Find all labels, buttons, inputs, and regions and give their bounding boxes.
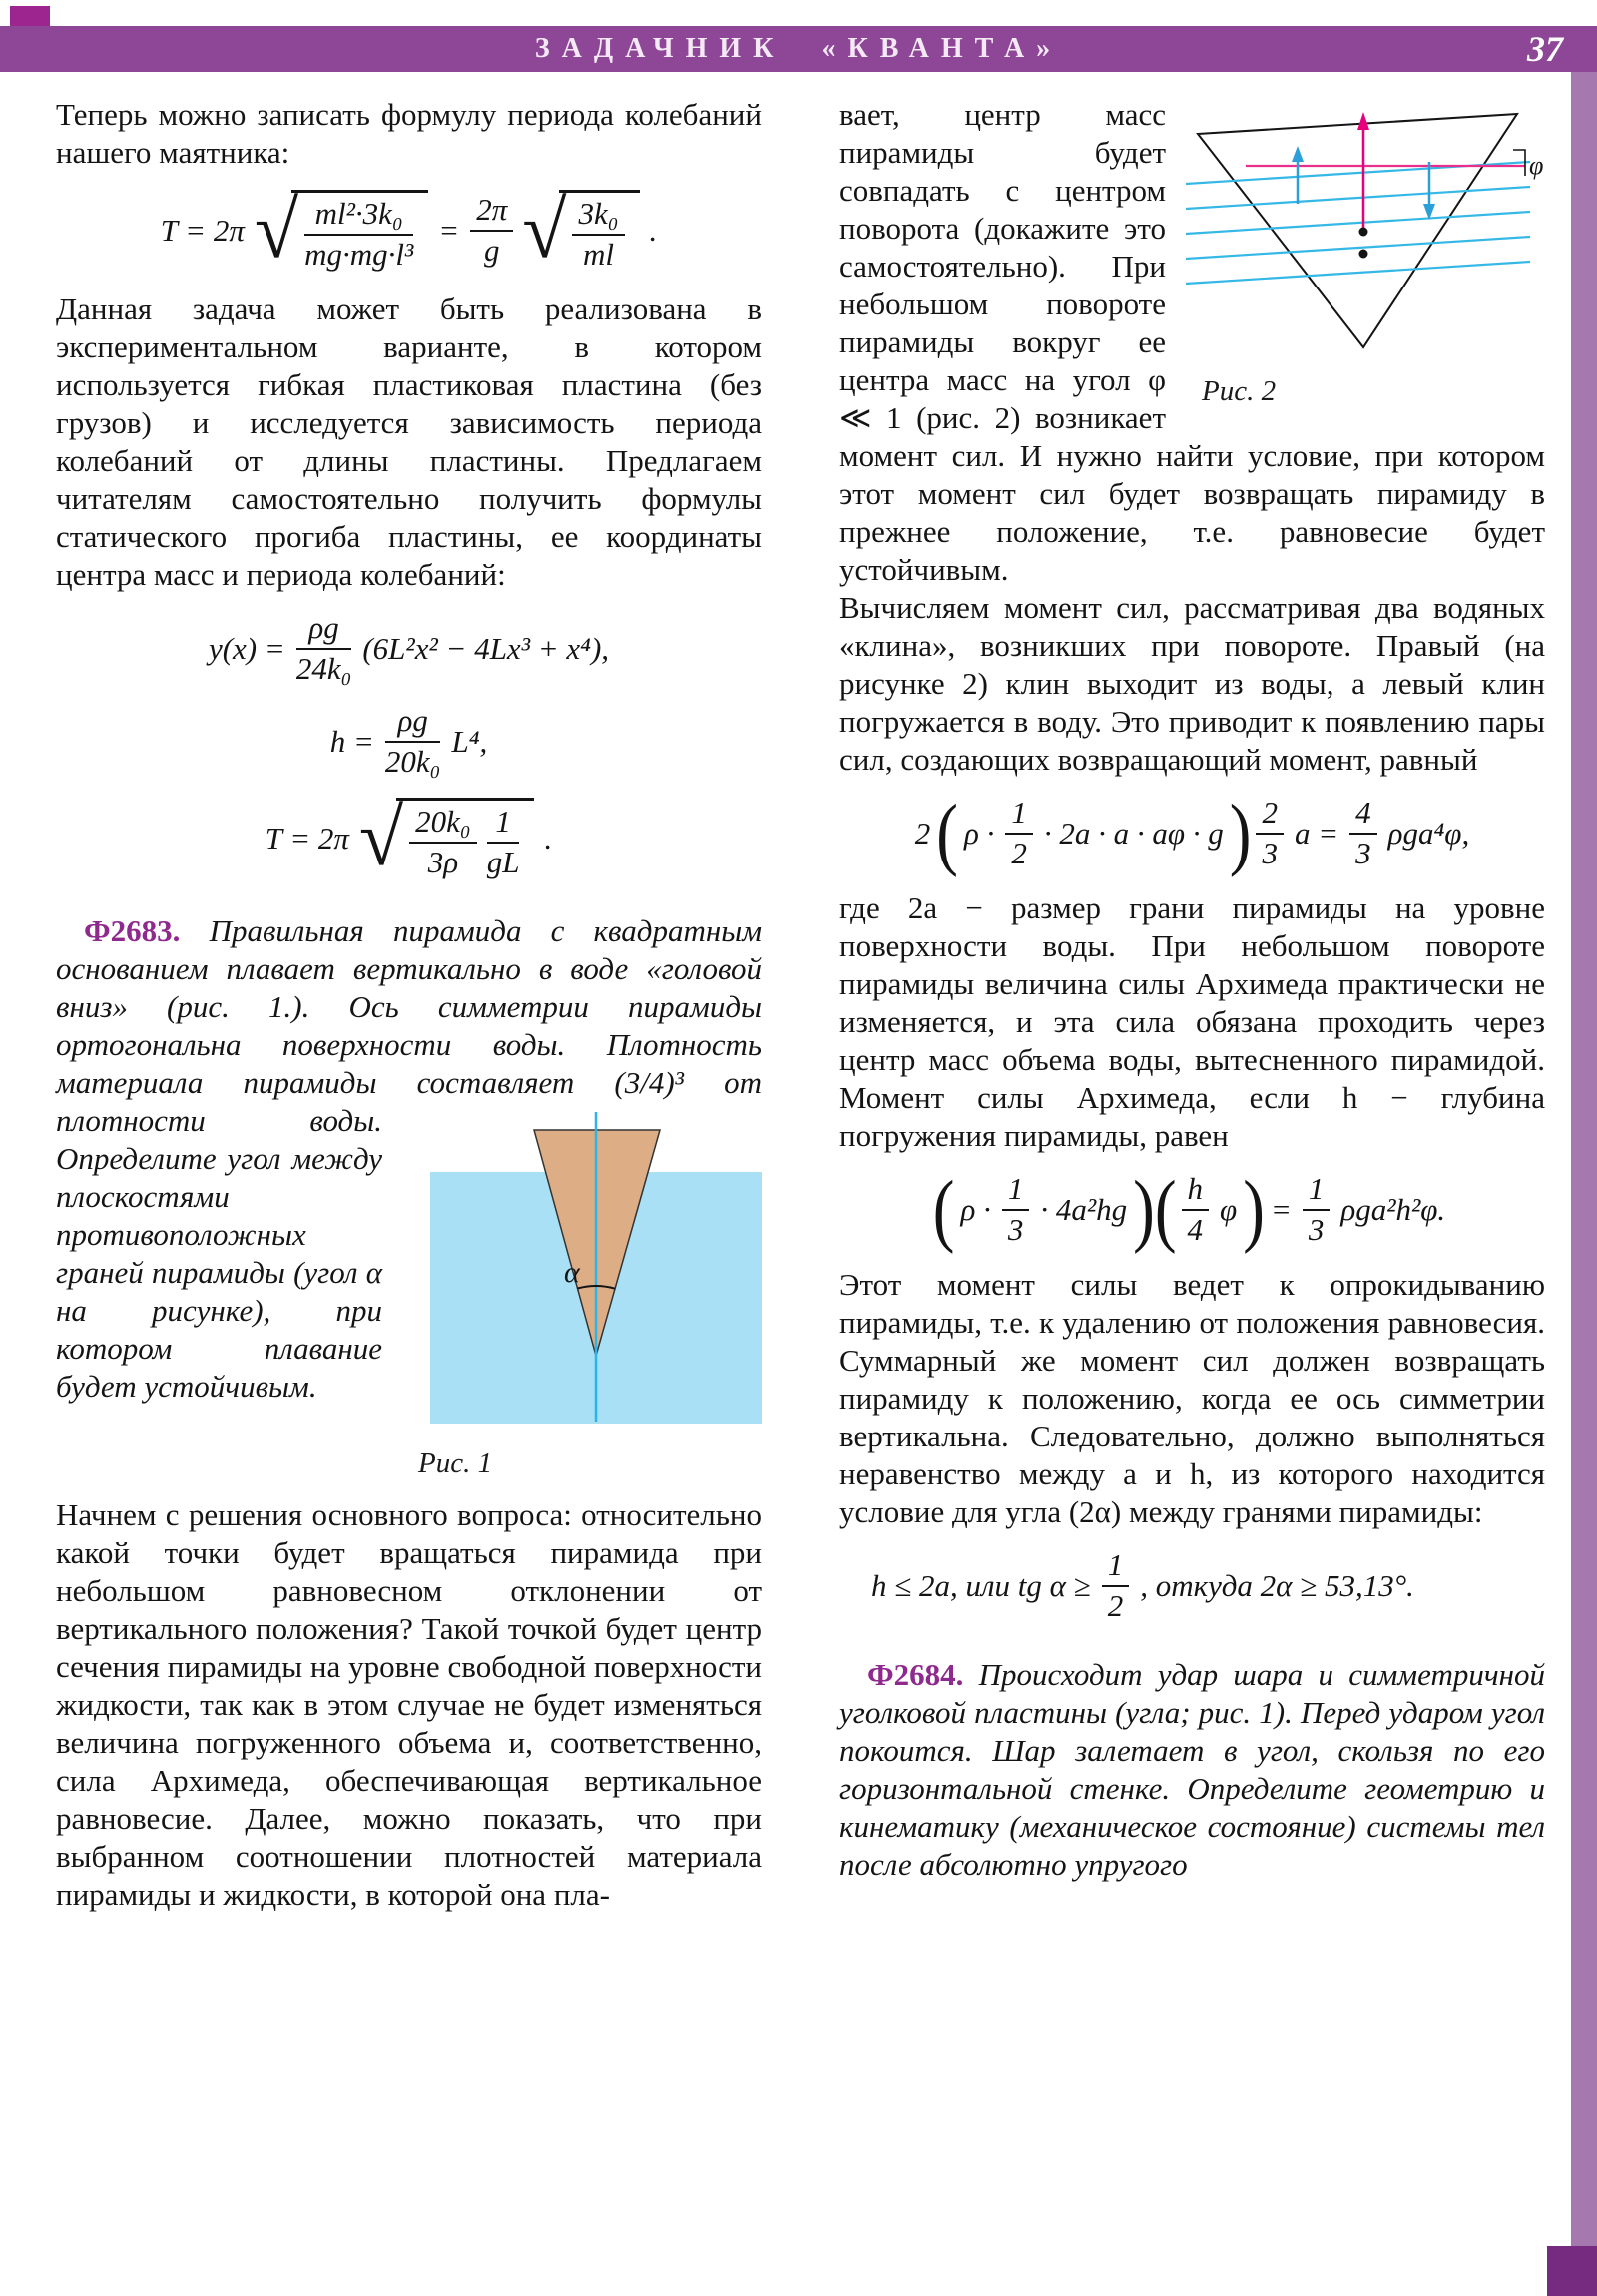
water-line xyxy=(1186,212,1530,234)
denominator: 3 xyxy=(1308,1211,1325,1247)
problem-f2684 xyxy=(839,1656,1545,1884)
edge-decoration-right xyxy=(1571,72,1597,2246)
fraction xyxy=(572,198,624,271)
formula-period-plate xyxy=(56,793,762,882)
axis-arrowhead xyxy=(1357,112,1369,130)
radicand xyxy=(559,190,639,271)
paragraph-stability-condition: Этот момент силы ведет к опрокидыванию пирамиды, т.е. к удалению от положения равновесия. Суммарный же момент сил должен возвращать пирамиду к положению, когда ее ось симметрии вертикальна. Следовательно, должно выполняться неравенство между a и h, из которого находится условие для угла (2α) между гранями пирамиды: xyxy=(839,1267,1545,1530)
figure-2-caption: Рис. 2 xyxy=(1202,375,1277,407)
formula-text: a = xyxy=(1294,815,1339,851)
paragraph-wedges: Вычисляем момент сил, рассматривая два водяных «клина», возникших при повороте. Правый (на рисунке 2) клин выходит из воды, а левый клин погружается в воду. Это приводит к появлению пары сил, создающих возвращающий момент, равный xyxy=(839,590,1545,777)
up-arrowhead xyxy=(1292,146,1304,162)
formula-text: ρ · xyxy=(960,1191,991,1227)
page-number: 37 xyxy=(1527,29,1563,69)
figure-2 xyxy=(1186,104,1545,410)
formula-angle-condition xyxy=(839,1549,1545,1622)
numerator: 1 xyxy=(1303,1173,1331,1211)
alpha-label: α xyxy=(564,1256,580,1290)
fraction xyxy=(487,806,520,878)
rotation-center-dot xyxy=(1359,250,1368,259)
radicand xyxy=(396,798,534,878)
formula-height xyxy=(56,705,762,778)
fraction xyxy=(1256,797,1284,869)
formula-text: . xyxy=(544,821,553,856)
left-column xyxy=(56,96,762,1914)
fraction xyxy=(1182,1173,1210,1246)
formula-restoring-moment: 2( ρ · $\frac{1}{2}$ · 2a · a · aφ · g) $\frac{2}{3}$ a = $\frac{4}{3}$ ρga⁴φ, xyxy=(914,788,1470,878)
numerator: ρg xyxy=(385,705,441,743)
paragraph-solution-start: Начнем с решения основного вопроса: относительно какой точки будет вращаться пирамида при небольшом равновесном отклонении от вертикального положения? Такой точкой будет центр сечения пирамиды на уровне свободной поверхности жидкости, так как в этом случае не будет изменяться величина погруженного объема и, соответственно, сила Архимеда, обеспечивающая вертикальное равновесие. Далее, можно показать, что при выбранном соотношении плотностей материала пирамиды и жидкости, в которой она пла- xyxy=(56,1497,762,1913)
numerator: 1 xyxy=(1005,797,1033,835)
paragraph-rotation-center xyxy=(839,96,1545,589)
formula-text: y(x) = xyxy=(208,630,285,666)
formula-text: · 4a²hg xyxy=(1040,1191,1128,1227)
formula-text: 2 xyxy=(914,815,931,851)
denominator: 3 xyxy=(1262,835,1278,870)
section-title: ЗАДАЧНИК «КВАНТА» xyxy=(534,33,1063,64)
center-of-mass-dot xyxy=(1359,228,1368,237)
denominator: 3ρ xyxy=(427,844,459,879)
denominator: gL xyxy=(486,844,520,879)
fraction xyxy=(1102,1549,1130,1622)
fraction xyxy=(304,198,413,271)
formula-text: (6L²x² − 4Lx³ + x⁴), xyxy=(362,630,610,666)
problem-text-part2: воды. Определите угол между плоскостями противоположных граней пирамиды (угол α на рисунке), при котором плавание будет устойчивым. xyxy=(56,1103,382,1405)
figure-1 xyxy=(402,1110,762,1482)
numerator: 3k₀ xyxy=(572,198,624,236)
figure-1-drawing xyxy=(430,1110,762,1428)
fraction xyxy=(409,806,477,878)
formula-text: T = 2π xyxy=(265,821,349,856)
formula-text: . xyxy=(649,212,658,248)
formula-text: · 2a · a · aφ · g xyxy=(1043,815,1224,851)
denominator: 4 xyxy=(1187,1211,1204,1247)
page-header xyxy=(0,26,1597,72)
formula-deflection xyxy=(56,612,762,685)
fraction xyxy=(1002,1173,1030,1246)
problem-text-part1: Правильная пирамида с квадратным основанием плавает вертикально в воде «головой вниз» (рис. 1.). Ось симметрии пирамиды ортогональна поверхности воды. Плотность материала пирамиды составляет (3/4)³ от плотности xyxy=(56,913,762,1139)
denominator: 3 xyxy=(1355,835,1371,870)
denominator: 2 xyxy=(1011,835,1027,870)
denominator: 2 xyxy=(1107,1587,1124,1623)
numerator: ml²·3k₀ xyxy=(304,198,413,236)
numerator: h xyxy=(1182,1173,1210,1211)
fraction xyxy=(1349,797,1377,869)
numerator: 2π xyxy=(470,194,513,232)
paragraph-text: вает, центр масс пирамиды будет совпадать с центром поворота (докажите это самостоятельно). При небольшом повороте пирамиды вокруг ее центра масс на угол φ ≪ 1 (рис. 2) возникает момент сил. И нужно найти условие, при котором этот момент сил будет возвращать пирамиду в прежнее положение, т.е. равновесие будет устойчивым. xyxy=(839,97,1545,587)
sqrt-radical: √ $\frac{\text{20k₀}}{3\rho}$ $\frac{1}{gL}$ xyxy=(359,798,535,878)
paragraph-intro: Теперь можно записать формулу периода колебаний нашего маятника: xyxy=(56,97,762,170)
formula-text: h = xyxy=(329,723,374,759)
figure-1-caption: Рис. 1 xyxy=(418,1447,493,1480)
paragraph-experiment: Данная задача может быть реализована в экспериментальном варианте, в котором используется гибкая пластиковая пластина (без грузов) и исследуется зависимость периода колебаний от длины пластины. Предлагаем читателям самостоятельно получить формулы статического прогиба пластины, ее координаты центра масс и периода колебаний: xyxy=(56,291,762,593)
formula-text: φ xyxy=(1220,1191,1238,1227)
numerator: 1 xyxy=(1002,1173,1030,1211)
formula-text: ρ · xyxy=(963,815,995,851)
denominator: 20k₀ xyxy=(384,743,441,779)
sqrt-radical: √ $\frac{\text{3k₀}}{ml}$ xyxy=(522,190,639,271)
formula-text: T = 2π xyxy=(160,212,245,248)
corner-decoration-bottom-right xyxy=(1547,2246,1597,2296)
fraction xyxy=(296,612,352,685)
problem-number: Ф2684. xyxy=(867,1657,964,1693)
problem-number: Ф2683. xyxy=(84,913,181,949)
figure-2-drawing xyxy=(1186,104,1545,355)
denominator: 3 xyxy=(1007,1211,1024,1247)
water-line xyxy=(1186,187,1530,209)
paragraph-archimedes: где 2a − размер грани пирамиды на уровне поверхности воды. При небольшом повороте пирамиды величина силы Архимеда практически не изменяется, и эта сила обязана проходить через центр масс объема воды, вытесненного пирамидой. Момент силы Архимеда, если h − глубина погружения пирамиды, равен xyxy=(839,890,1545,1154)
numerator: ρg xyxy=(296,612,352,650)
denominator: g xyxy=(483,232,500,268)
numerator: 1 xyxy=(487,806,520,844)
formula-text: L⁴, xyxy=(451,723,488,759)
page-content xyxy=(56,96,1545,1914)
formula-text: = xyxy=(438,212,460,248)
formula-text: = xyxy=(1270,1191,1292,1227)
formula-text: ρga²h²φ. xyxy=(1340,1191,1446,1227)
numerator: 2 xyxy=(1256,797,1284,835)
radicand xyxy=(291,190,428,271)
fraction xyxy=(1005,797,1033,869)
right-column xyxy=(839,96,1545,1914)
denominator: 24k₀ xyxy=(295,650,352,686)
fraction xyxy=(1303,1173,1331,1246)
fraction xyxy=(470,194,513,267)
water-line xyxy=(1186,262,1530,284)
formula-text: h ≤ 2a, или tg α ≥ xyxy=(871,1567,1091,1603)
formula-archimedes-moment: ( ρ · $\frac{1}{3}$ · 4a²hg)( $\frac{h}{4}$ φ) = $\frac{1}{3}$ ρga²h²φ. xyxy=(932,1164,1446,1255)
phi-label: φ xyxy=(1529,151,1544,180)
formula-text: , откуда 2α ≥ 53,13°. xyxy=(1140,1567,1414,1603)
numerator: 1 xyxy=(1102,1549,1130,1587)
formula-text: ρga⁴φ, xyxy=(1387,815,1470,851)
formula-pendulum-period xyxy=(56,185,762,275)
denominator: ml xyxy=(582,236,614,272)
numerator: 20k₀ xyxy=(409,806,477,844)
sqrt-radical: √ $\frac{\text{ml²·3k₀}}{\text{mg·mg·l³}}$ xyxy=(255,190,428,271)
fraction xyxy=(385,705,441,778)
water-line xyxy=(1186,237,1530,259)
problem-f2683 xyxy=(56,912,762,1480)
problem-text: Происходит удар шара и симметричной уголковой пластины (угла; рис. 1). Перед ударом угол покоится. Шар залетает в угол, скользя по его горизонтальной стенке. Определите геометрию и кинематику (механическое состояние) системы тел после абсолютно упругого xyxy=(839,1657,1545,1883)
denominator: mg·mg·l³ xyxy=(304,236,414,272)
numerator: 4 xyxy=(1349,797,1377,835)
